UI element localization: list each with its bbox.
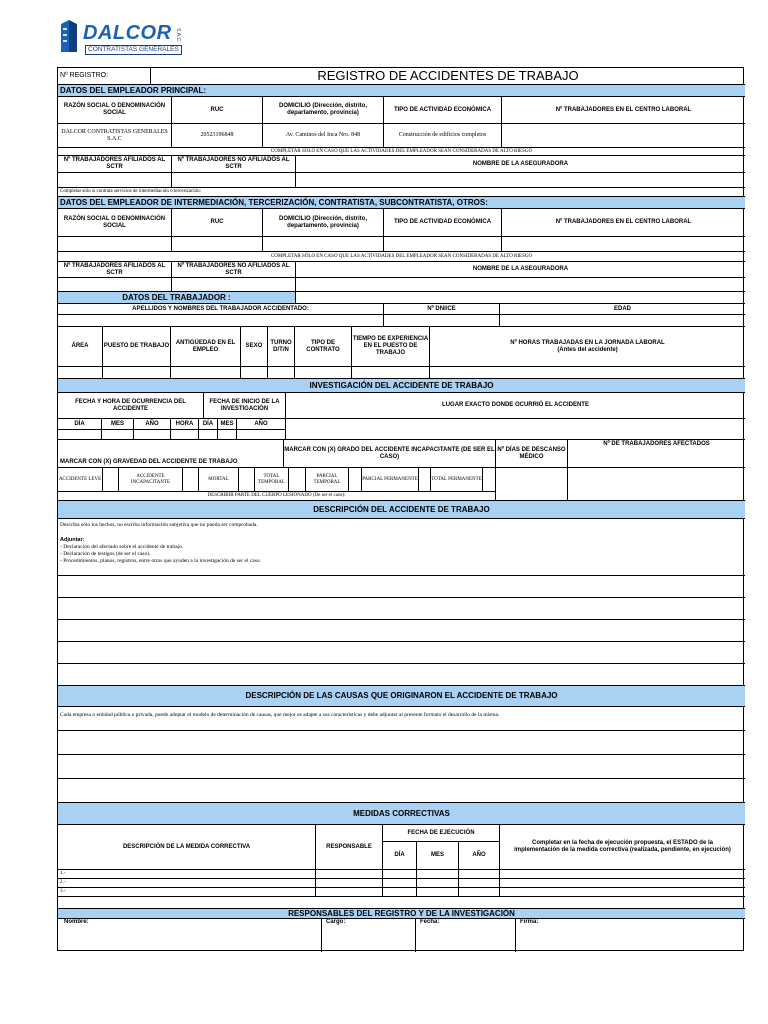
resp-nombre-field[interactable] <box>58 919 322 952</box>
emp-ruc-value[interactable]: 20523196848 <box>172 124 263 148</box>
int-razon-label: RAZÓN SOCIAL O DENOMINACIÓN SOCIAL <box>58 209 172 237</box>
trab-dni-label: Nº DNI/CE <box>384 304 500 315</box>
int-ruc-value[interactable] <box>172 237 263 252</box>
descripcion-item2: - Declaración de testigos (de ser el caso). <box>60 551 151 557</box>
int-domicilio-value[interactable] <box>263 237 384 252</box>
inv-anio-value[interactable] <box>134 430 171 440</box>
trab-area-value[interactable] <box>58 367 103 379</box>
inv-total-temporal-label: TOTAL TEMPORAL <box>255 468 289 492</box>
form-title: REGISTRO DE ACCIDENTES DE TRABAJO <box>151 68 745 85</box>
medida-row-1-estado[interactable] <box>500 870 745 879</box>
medida-row-3-anio[interactable] <box>459 888 500 897</box>
company-logo <box>55 14 185 56</box>
int-domicilio-label: DOMICILIO (Dirección, distrito, departamento, provincia) <box>263 209 384 237</box>
building-logo-icon <box>59 18 79 54</box>
trabajador-section-header: DATOS DEL TRABAJADOR : <box>58 292 296 304</box>
inv-ini-anio-value[interactable] <box>237 430 286 440</box>
medida-row-1-mes[interactable] <box>417 870 459 879</box>
trab-puesto-value[interactable] <box>103 367 171 379</box>
int-trabajadores-value[interactable] <box>502 237 745 252</box>
causas-instr: Cada empresa o entidad pública o privada, puede adoptar el modelo de determinación de causas, que mejor se adapte a sus características y debe adjuntar al presente formato el desarrollo de la misma. <box>60 712 500 718</box>
trab-puesto-label: PUESTO DE TRABAJO <box>103 327 171 367</box>
descripcion-item1: - Declaración del afectado sobre el accidente de trabajo. <box>60 544 184 550</box>
inv-fecha-inicio-label: FECHA DE INICIO DE LA INVESTIGACIÓN <box>204 393 286 419</box>
inv-dia-value[interactable] <box>58 430 102 440</box>
int-afiliados-label: Nº TRABAJADORES AFILIADOS AL SCTR <box>58 262 172 278</box>
descripcion-line-2[interactable] <box>58 598 745 620</box>
descripcion-instructions-box[interactable] <box>58 519 745 576</box>
inv-dias-descanso-label: Nº DÍAS DE DESCANSO MÉDICO <box>496 440 568 468</box>
inv-ini-dia-value[interactable] <box>199 430 218 440</box>
int-aseguradora-value[interactable] <box>296 278 745 292</box>
inv-ini-mes-label: MES <box>218 419 237 430</box>
emp-razon-value[interactable]: DALCOR CONTRATISTAS GENERALES S.A.C <box>58 124 172 148</box>
inv-mes-value[interactable] <box>102 430 134 440</box>
inv-incapacitante-label: ACCIDENTE INCAPACITANTE <box>119 468 183 492</box>
inv-lugar-value[interactable] <box>286 419 745 440</box>
causas-line-1[interactable] <box>58 731 745 755</box>
trab-nombres-value[interactable] <box>58 315 384 327</box>
medida-row-2-mes[interactable] <box>417 879 459 888</box>
trab-edad-label: EDAD <box>500 304 745 315</box>
descripcion-line-5[interactable] <box>58 664 745 686</box>
intermediacion-section-header: DATOS DEL EMPLEADOR DE INTERMEDIACIÓN, TERCERIZACIÓN, CONTRATISTA, SUBCONTRATISTA, OTROS: <box>58 197 745 209</box>
medida-row-2[interactable]: 2.- <box>58 879 316 888</box>
trab-contrato-value[interactable] <box>295 367 352 379</box>
causas-line-2[interactable] <box>58 755 745 779</box>
inv-total-permanente-checkbox[interactable] <box>483 468 496 492</box>
medida-row-3-responsable[interactable] <box>316 888 383 897</box>
inv-lugar-label: LUGAR EXACTO DONDE OCURRIÓ EL ACCIDENTE <box>286 393 745 419</box>
empleador-section-header: DATOS DEL EMPLEADOR PRINCIPAL: <box>58 85 745 97</box>
investigacion-section-header: INVESTIGACIÓN DEL ACCIDENTE DE TRABAJO <box>58 379 745 393</box>
inv-dias-descanso-value[interactable] <box>496 468 568 501</box>
medidas-responsable-label: RESPONSABLE <box>316 825 383 870</box>
int-aseguradora-label: NOMBRE DE LA ASEGURADORA <box>296 262 745 278</box>
inv-mes-label: MES <box>102 419 134 430</box>
descripcion-instr: Describa sólo los hechos, no escriba información subjetiva que no pueda ser comprobada. <box>60 522 258 528</box>
medidas-spacer <box>58 897 745 909</box>
inv-total-permanente-label: TOTAL PERMANENTE <box>431 468 483 492</box>
emp-trabajadores-label: Nº TRABAJADORES EN EL CENTRO LABORAL <box>502 97 745 124</box>
trab-experiencia-label: TIEMPO DE EXPERIENCIA EN EL PUESTO DE TRABAJO <box>352 327 430 367</box>
trab-sexo-value[interactable] <box>241 367 268 379</box>
inv-parcial-temporal-label: PARCIAL TEMPORAL <box>306 468 349 492</box>
causas-section-header: DESCRIPCIÓN DE LAS CAUSAS QUE ORIGINARON EL ACCIDENTE DE TRABAJO <box>58 686 745 707</box>
trab-sexo-label: SEXO <box>241 327 268 367</box>
responsables-section-header: RESPONSABLES DEL REGISTRO Y DE LA INVESTIGACIÓN <box>58 909 745 919</box>
trab-horas-label <box>430 327 745 367</box>
inv-ini-mes-value[interactable] <box>218 430 237 440</box>
trab-turno-label: TURNO D/T/N <box>268 327 295 367</box>
trab-experiencia-value[interactable] <box>352 367 430 379</box>
descripcion-line-4[interactable] <box>58 642 745 664</box>
emp-no-afiliados-value[interactable] <box>172 173 296 188</box>
resp-nombre-label: Nombre: <box>64 919 89 925</box>
emp-actividad-value[interactable]: Construcción de edificios completos <box>384 124 502 148</box>
medida-row-1[interactable]: 1.- <box>58 870 316 879</box>
descripcion-item3: - Procedimientos, planos, registros, entre otros que ayuden a la investigación de ser el caso. <box>60 558 261 564</box>
emp-trabajadores-value[interactable] <box>502 124 745 148</box>
inv-ini-anio-label: AÑO <box>237 419 286 430</box>
medidas-section-header: MEDIDAS CORRECTIVAS <box>58 803 745 825</box>
int-razon-value[interactable] <box>58 237 172 252</box>
trab-edad-value[interactable] <box>500 315 745 327</box>
inv-mortal-label: MORTAL <box>199 468 239 492</box>
causas-line-3[interactable] <box>58 779 745 803</box>
int-afiliados-value[interactable] <box>58 278 172 292</box>
trab-horas-title: Nº HORAS TRABAJADAS EN LA JORNADA LABORAL <box>510 339 665 346</box>
trab-antiguedad-value[interactable] <box>171 367 241 379</box>
inv-gravedad-label: MARCAR CON (X) GRAVEDAD DEL ACCIDENTE DE TRABAJO <box>58 440 284 468</box>
resp-cargo-field[interactable] <box>322 919 416 952</box>
inv-grado-label: MARCAR CON (X) GRADO DEL ACCIDENTE INCAPACITANTE (DE SER EL CASO) <box>284 440 496 468</box>
logo-sac: S.A.C. <box>175 28 181 43</box>
emp-aseguradora-value[interactable] <box>296 173 745 188</box>
intermediacion-note: Completar sólo si contrata servicios de intermediación o tercerización: <box>58 188 745 197</box>
inv-dia-label: DÍA <box>58 419 102 430</box>
resp-firma-field[interactable] <box>516 919 745 952</box>
inv-afectados-label: Nº DE TRABAJADORES AFECTADOS <box>568 440 745 468</box>
registro-label: Nº REGISTRO: <box>58 68 151 85</box>
descripcion-adjuntar: Adjuntar: <box>60 537 85 543</box>
resp-cargo-label: Cargo: <box>326 919 346 925</box>
medida-row-3-dia[interactable] <box>383 888 417 897</box>
resp-firma-label: Firma: <box>520 919 539 925</box>
medidas-anio-label: AÑO <box>459 842 500 870</box>
inv-parcial-permanente-label: PARCIAL PERMANENTE <box>362 468 419 492</box>
inv-leve-checkbox[interactable] <box>103 468 119 492</box>
int-no-afiliados-label: Nº TRABAJADORES NO AFILIADOS AL SCTR <box>172 262 296 278</box>
emp-domicilio-value[interactable]: Av. Caminos del Inca Nro. 848 <box>263 124 384 148</box>
medidas-dia-label: DÍA <box>383 842 417 870</box>
emp-alto-riesgo-note: COMPLETAR SOLO EN CASO QUE LAS ACTIVIDADES DEL EMPLEADOR SEAN CONSIDERADAS DE ALTO RIESGO <box>58 148 745 156</box>
accident-registry-form <box>57 67 744 951</box>
medidas-mes-label: MES <box>417 842 459 870</box>
int-actividad-value[interactable] <box>384 237 502 252</box>
causas-instructions-box[interactable] <box>58 707 745 731</box>
inv-mortal-checkbox[interactable] <box>239 468 255 492</box>
emp-actividad-label: TIPO DE ACTIVIDAD ECONÓMICA <box>384 97 502 124</box>
medida-row-3-estado[interactable] <box>500 888 745 897</box>
trab-area-label: ÁREA <box>58 327 103 367</box>
descripcion-line-1[interactable] <box>58 576 745 598</box>
trab-turno-value[interactable] <box>268 367 295 379</box>
inv-anio-label: AÑO <box>134 419 171 430</box>
emp-ruc-label: RUC <box>172 97 263 124</box>
descripcion-section-header: DESCRIPCIÓN DEL ACCIDENTE DE TRABAJO <box>58 501 745 519</box>
medida-row-3-mes[interactable] <box>417 888 459 897</box>
resp-fecha-field[interactable] <box>416 919 516 952</box>
trab-horas-sub: (Antes del accidente) <box>557 346 618 353</box>
int-alto-riesgo-note: COMPLETAR SÓLO EN CASO QUE LAS ACTIVIDADES DEL EMPLEADOR SEAN CONSIDERADAS DE ALTO RIESGO <box>58 252 745 262</box>
int-actividad-label: TIPO DE ACTIVIDAD ECONÓMICA <box>384 209 502 237</box>
trab-horas-value[interactable] <box>430 367 745 379</box>
trab-antiguedad-label: ANTIGÜEDAD EN EL EMPLEO <box>171 327 241 367</box>
medida-row-2-dia[interactable] <box>383 879 417 888</box>
emp-aseguradora-label: NOMBRE DE LA ASEGURADORA <box>296 156 745 173</box>
medida-row-2-responsable[interactable] <box>316 879 383 888</box>
medida-row-3[interactable]: 3.- <box>58 888 316 897</box>
trab-contrato-label: TIPO DE CONTRATO <box>295 327 352 367</box>
resp-fecha-label: Fecha: <box>420 919 440 925</box>
medidas-fecha-label: FECHA DE EJECUCIÓN <box>383 825 500 842</box>
logo-subtitle: CONTRATISTAS GENERALES <box>85 45 182 55</box>
emp-razon-label: RAZÓN SOCIAL O DENOMINACIÓN SOCIAL <box>58 97 172 124</box>
inv-incapacitante-checkbox[interactable] <box>183 468 199 492</box>
inv-fecha-hora-label: FECHA Y HORA DE OCURRENCIA DEL ACCIDENTE <box>58 393 204 419</box>
inv-hora-value[interactable] <box>171 430 199 440</box>
trab-nombres-label: APELLIDOS Y NOMBRES DEL TRABAJADOR ACCIDENTADO: <box>58 304 384 315</box>
emp-afiliados-label: Nº TRABAJADORES AFILIADOS AL SCTR <box>58 156 172 173</box>
inv-hora-label: HORA <box>171 419 199 430</box>
logo-name: DALCOR <box>83 22 172 44</box>
inv-leve-label: ACCIDENTE LEVE <box>58 468 103 492</box>
medidas-estado-label: Completar en la fecha de ejecución propuesta, el ESTADO de la implementación de la medida correctiva (realizada, pendiente, en ejecución) <box>500 825 745 870</box>
descripcion-line-3[interactable] <box>58 620 745 642</box>
int-no-afiliados-value[interactable] <box>172 278 296 292</box>
inv-parte-cuerpo-label: DESCRIBIR PARTE DEL CUERPO LESIONADO (De ser el caso): <box>58 492 496 501</box>
emp-domicilio-label: DOMICILIO (Dirección, distrito, departamento, provincia) <box>263 97 384 124</box>
emp-afiliados-value[interactable] <box>58 173 172 188</box>
medidas-desc-label: DESCRIPCIÓN DE LA MEDIDA CORRECTIVA <box>58 825 316 870</box>
inv-total-temporal-checkbox[interactable] <box>289 468 306 492</box>
trabajador-header-filler <box>296 292 745 304</box>
inv-parcial-temporal-checkbox[interactable] <box>349 468 362 492</box>
medida-row-1-responsable[interactable] <box>316 870 383 879</box>
emp-no-afiliados-label: Nº TRABAJADORES NO AFILIADOS AL SCTR <box>172 156 296 173</box>
inv-parcial-permanente-checkbox[interactable] <box>419 468 431 492</box>
inv-ini-dia-label: DÍA <box>199 419 218 430</box>
int-ruc-label: RUC <box>172 209 263 237</box>
trab-dni-value[interactable] <box>384 315 500 327</box>
inv-afectados-value[interactable] <box>568 468 745 501</box>
medida-row-1-dia[interactable] <box>383 870 417 879</box>
medida-row-2-anio[interactable] <box>459 879 500 888</box>
int-trabajadores-label: Nº TRABAJADORES EN EL CENTRO LABORAL <box>502 209 745 237</box>
medida-row-1-anio[interactable] <box>459 870 500 879</box>
medida-row-2-estado[interactable] <box>500 879 745 888</box>
